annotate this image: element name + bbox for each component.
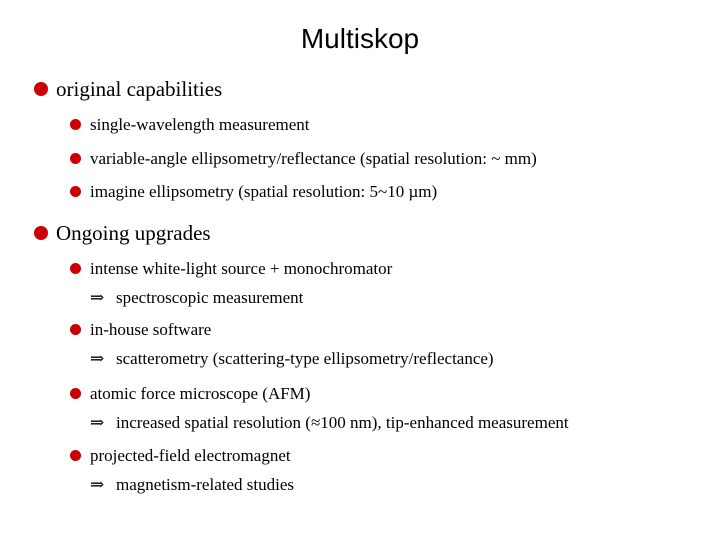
bullet-dot-icon <box>70 450 81 461</box>
section-heading-text: Ongoing upgrades <box>56 221 211 245</box>
slide-title: Multiskop <box>300 23 420 54</box>
list-item-text: imagine ellipsometry (spatial resolution: 5~10 µm) <box>90 182 438 201</box>
list-item-result <box>90 409 569 437</box>
section-heading-text: original capabilities <box>56 77 223 101</box>
list-item-text: variable-angle ellipsometry/reflectance (spatial resolution: ~ mm) <box>90 149 537 168</box>
list-item-result <box>90 471 294 499</box>
list-item-text: intense white-light source + monochromator <box>90 259 393 278</box>
bullet-dot-icon <box>34 82 48 96</box>
list-item-text: atomic force microscope (AFM) <box>90 384 311 403</box>
list-item-result-text: increased spatial resolution (≈100 nm), tip-enhanced measurement <box>116 413 569 432</box>
bullet-dot-icon <box>34 226 48 240</box>
list-item-text: projected-field electromagnet <box>90 446 291 465</box>
implies-arrow-icon: ⇒ <box>90 288 105 307</box>
implies-arrow-icon: ⇒ <box>90 349 105 368</box>
list-item-result <box>90 345 494 373</box>
bullet-dot-icon <box>70 119 81 130</box>
list-item-result-text: scatterometry (scattering-type ellipsometry/reflectance) <box>116 349 494 368</box>
bullet-dot-icon <box>70 388 81 399</box>
list-item-result-text: magnetism-related studies <box>116 475 294 494</box>
list-item-result-text: spectroscopic measurement <box>116 288 304 307</box>
implies-arrow-icon: ⇒ <box>90 475 105 494</box>
implies-arrow-icon: ⇒ <box>90 413 105 432</box>
bullet-dot-icon <box>70 153 81 164</box>
bullet-dot-icon <box>70 186 81 197</box>
bullet-dot-icon <box>70 263 81 274</box>
list-item-text: single-wavelength measurement <box>90 115 310 134</box>
bullet-dot-icon <box>70 324 81 335</box>
list-item-result <box>90 284 303 312</box>
list-item-text: in-house software <box>90 320 212 339</box>
